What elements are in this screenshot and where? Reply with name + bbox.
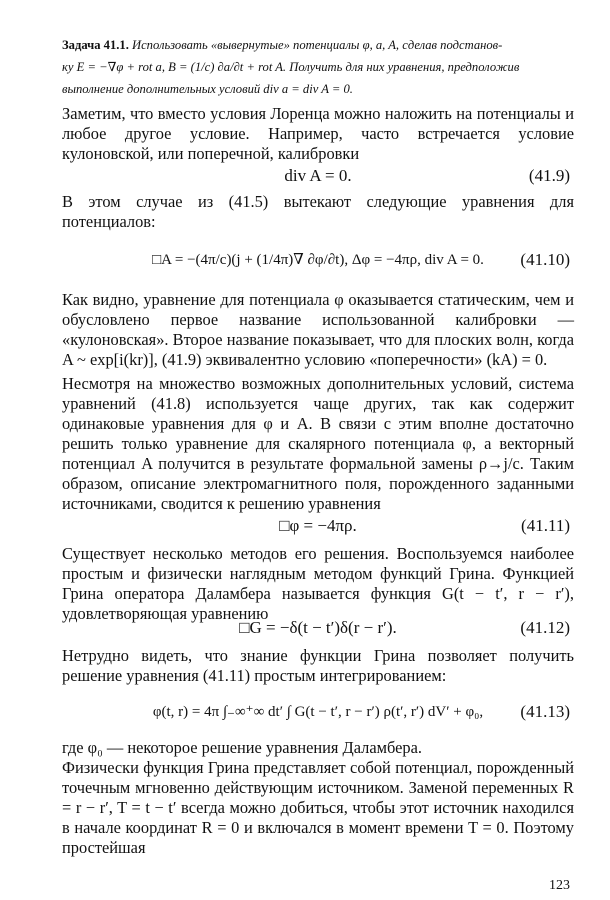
equation-number: (41.10) xyxy=(520,250,570,269)
equation-number: (41.12) xyxy=(520,618,570,637)
equation-41-12 xyxy=(62,616,574,640)
paragraph-phi0: где φ₀ — некоторое решение уравнения Даламбера. xyxy=(62,738,422,757)
equation-number: (41.11) xyxy=(521,516,570,535)
paragraph-additional-conditions: Несмотря на множество возможных дополнительных условий, система уравнений (41.8) используется чаще других, так как содержит одинаковые уравнения для φ и A. В связи с этим вполне достаточно решить только уравнение для скалярного потенциала φ, а векторный потенциал A получится в результате формальной замены ρ→j/c. Таким образом, описание электромагнитного поля, порожденного заданными источниками, сводится к решению уравнения xyxy=(62,374,574,513)
equation-body: □A = −(4π/c)(j + (1/4π)∇ ∂φ/∂t), Δφ = −4πρ, div A = 0. xyxy=(152,252,484,268)
equation-41-13 xyxy=(62,700,574,724)
equation-body: □φ = −4πρ. xyxy=(279,516,357,535)
equation-41-10 xyxy=(62,248,574,272)
paragraph-green-method: Существует несколько методов его решения. Воспользуемся наиболее простым и физически наглядным методом функций Грина. Функцией Грина оператора Даламбера называется функция G(t − t′, r − r′), удовлетворяющая уравнению xyxy=(62,544,574,623)
equation-number: (41.13) xyxy=(520,702,570,721)
paragraph-coulomb-case: В этом случае из (41.5) вытекают следующие уравнения для потенциалов: xyxy=(62,192,574,231)
task-line-2: ку E = −∇φ + rot a, B = (1/c) ∂a/∂t + rot A. Получить для них уравнения, предположив xyxy=(62,60,520,74)
task-block xyxy=(62,34,574,100)
task-label: Задача 41.1. xyxy=(62,38,129,52)
paragraph-green-physical: Физически функция Грина представляет собой потенциал, порожденный точечным мгновенно действующим источником. Заменой переменных R = r − r′, T = t − t′ всегда можно добиться, чтобы этот источник находился в начале координат R = 0 и включался в момент времени T = 0. Поэтому простейшая xyxy=(62,758,574,857)
task-line-1: Использовать «вывернутые» потенциалы φ, a, A, сделав подстанов- xyxy=(132,38,503,52)
task-line-3: выполнение дополнительных условий div a = div A = 0. xyxy=(62,82,353,96)
equation-body: div A = 0. xyxy=(284,166,352,185)
paragraph-integration: Нетрудно видеть, что знание функции Грина позволяет получить решение уравнения (41.11) простым интегрированием: xyxy=(62,646,574,685)
page-number: 123 xyxy=(549,878,570,893)
equation-number: (41.9) xyxy=(528,166,570,185)
equation-body: φ(t, r) = 4π ∫₋∞⁺∞ dt′ ∫ G(t − t′, r − r′) ρ(t′, r′) dV′ + φ₀, xyxy=(152,704,484,720)
equation-41-11 xyxy=(62,514,574,538)
equation-41-9 xyxy=(62,164,574,188)
paragraph-lorentz: Заметим, что вместо условия Лоренца можно наложить на потенциалы и любое другое условие. Например, часто встречается условие кулоновской, или поперечной, калибровки xyxy=(62,104,574,163)
paragraph-static-equation: Как видно, уравнение для потенциала φ оказывается статическим, чем и обусловлено первое название использованной калибровки — «кулоновская». Второе название показывает, что для плоских волн, когда A ~ exp[i(kr)], (41.9) эквивалентно условию «поперечности» (kA) = 0. xyxy=(62,290,574,369)
equation-body: □G = −δ(t − t′)δ(r − r′). xyxy=(239,618,397,637)
